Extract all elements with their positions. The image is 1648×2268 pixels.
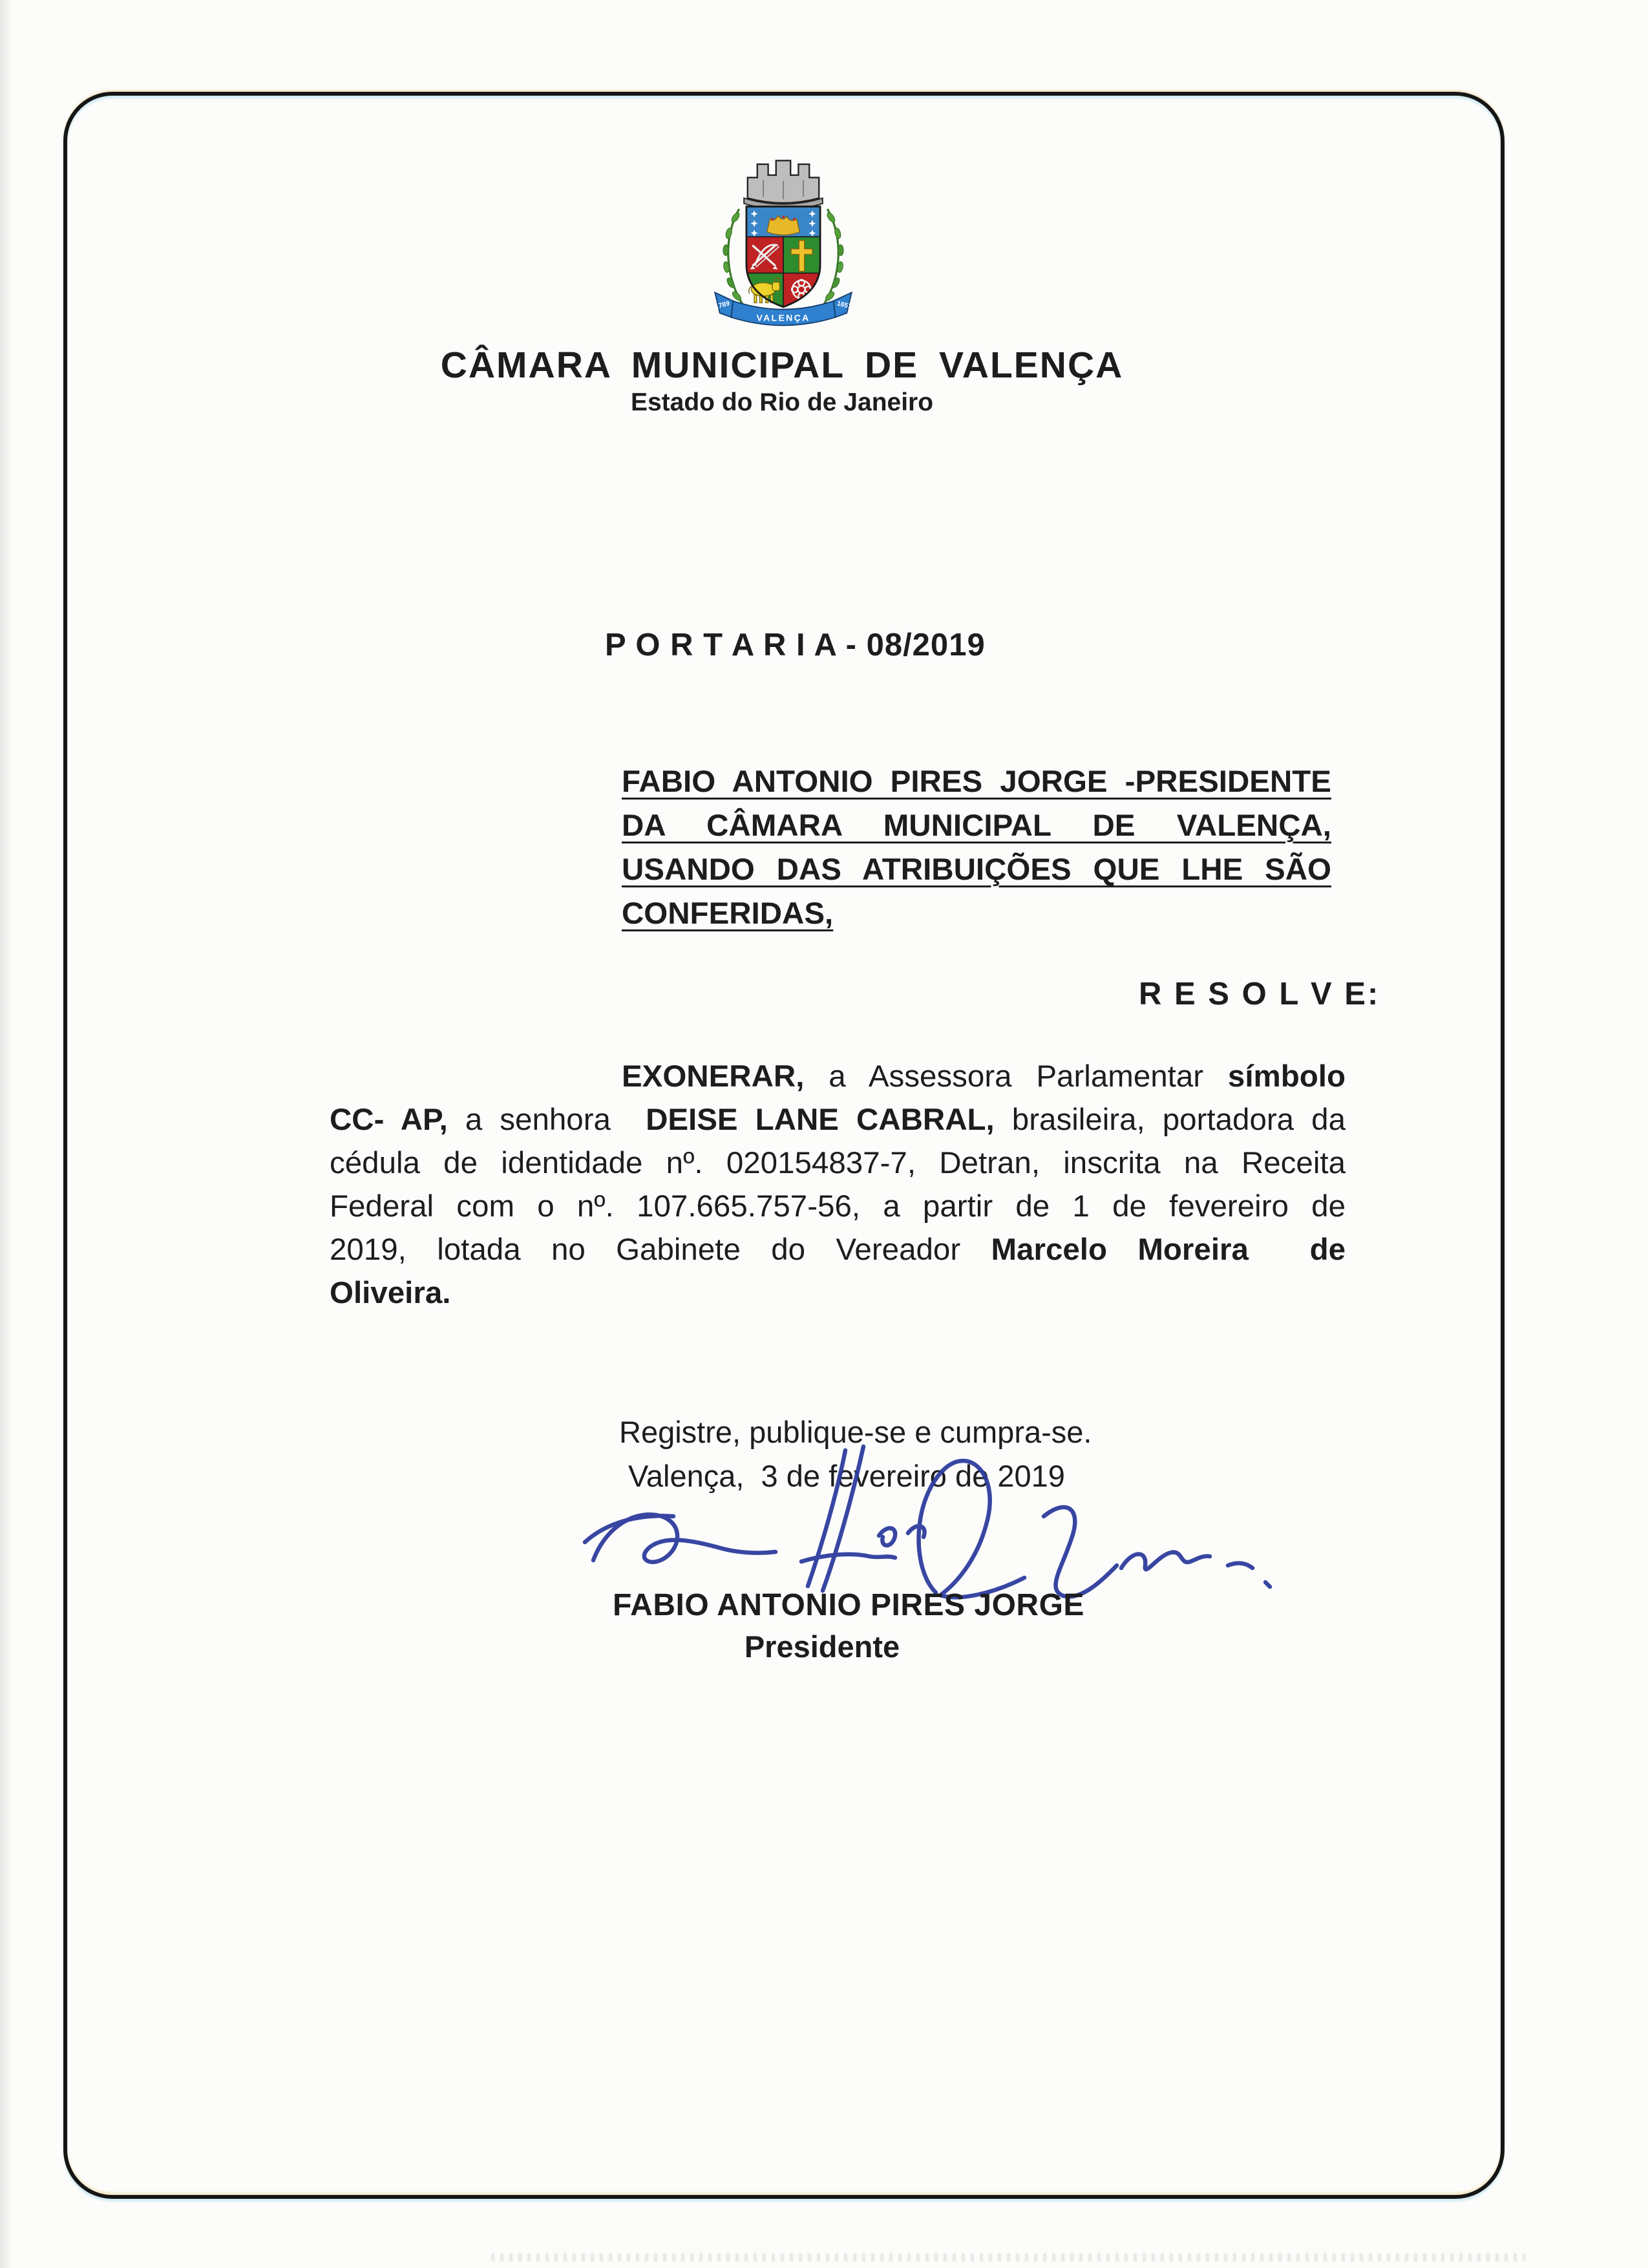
left-branch-icon bbox=[723, 209, 743, 304]
preamble-block bbox=[622, 760, 1331, 936]
body-line: Federal com o nº. 107.665.757-56, a partir de 1 de fevereiro de bbox=[330, 1189, 1346, 1224]
signature-stroke bbox=[1265, 1582, 1270, 1587]
signature-stroke bbox=[1228, 1563, 1252, 1568]
right-branch-icon bbox=[824, 209, 844, 304]
scanner-left-edge-shading bbox=[0, 0, 13, 2268]
closing-line-register: Registre, publique-se e cumpra-se. bbox=[619, 1415, 1092, 1449]
signer-name: FABIO ANTONIO PIRES JORGE bbox=[613, 1588, 1084, 1622]
resolve-label: R E S O L V E: bbox=[1139, 977, 1380, 1012]
signature-stroke bbox=[1121, 1553, 1210, 1569]
body-line: EXONERAR, a Assessora Parlamentar símbolo bbox=[622, 1059, 1346, 1094]
body-paragraph bbox=[330, 1055, 1346, 1315]
municipal-coat-of-arms bbox=[704, 146, 863, 335]
preamble-line: FABIO ANTONIO PIRES JORGE -PRESIDENTE bbox=[622, 765, 1331, 799]
shield-icon bbox=[746, 207, 820, 310]
scanner-bottom-artifact bbox=[491, 2253, 1525, 2262]
signature-stroke bbox=[919, 1461, 1024, 1597]
ribbon-year-right: 1857 bbox=[836, 300, 852, 311]
document-number-line: P O R T A R I A - 08/2019 bbox=[605, 628, 986, 662]
body-line: 2019, lotada no Gabinete do Vereador Marcelo Moreira de bbox=[330, 1233, 1346, 1267]
letterhead-subtitle: Estado do Rio de Janeiro bbox=[630, 388, 934, 416]
ribbon-year-left: 1789 bbox=[714, 300, 731, 311]
signature-stroke bbox=[879, 1528, 895, 1545]
preamble-line: CONFERIDAS, bbox=[622, 896, 834, 931]
body-line: cédula de identidade nº. 020154837-7, Detran, inscrita na Receita bbox=[330, 1146, 1346, 1180]
mural-crown-icon bbox=[744, 160, 823, 209]
signature-stroke bbox=[1044, 1507, 1117, 1596]
signature-stroke bbox=[593, 1514, 776, 1562]
letterhead-title: CÂMARA MUNICIPAL DE VALENÇA bbox=[440, 344, 1124, 386]
signature-stroke bbox=[808, 1450, 845, 1586]
preamble-line: USANDO DAS ATRIBUIÇÕES QUE LHE SÃO bbox=[622, 853, 1331, 887]
ribbon-town-name: VALENÇA bbox=[756, 312, 810, 323]
signature-stroke bbox=[908, 1526, 925, 1537]
signer-title: Presidente bbox=[744, 1629, 900, 1664]
closing-line-date: Valença, 3 de fevereiro de 2019 bbox=[628, 1459, 1065, 1493]
preamble-line: DA CÂMARA MUNICIPAL DE VALENÇA, bbox=[622, 809, 1331, 843]
body-line: Oliveira. bbox=[330, 1276, 451, 1310]
body-line: CC- AP, a senhora DEISE LANE CABRAL, brasileira, portadora da bbox=[330, 1103, 1346, 1137]
